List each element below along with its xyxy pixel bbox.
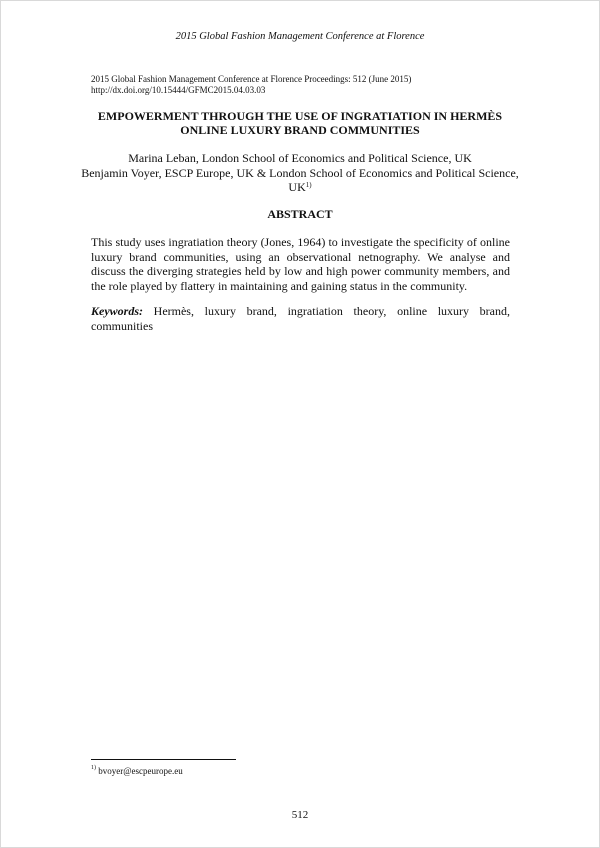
title-line-2: ONLINE LUXURY BRAND COMMUNITIES xyxy=(180,123,420,137)
author-1: Marina Leban, London School of Economics and Political Science, UK xyxy=(128,151,472,165)
author-2 xyxy=(80,166,520,195)
abstract-heading: ABSTRACT xyxy=(267,207,333,221)
keywords xyxy=(91,304,510,333)
abstract-text: This study uses ingratiation theory (Jones, 1964) to investigate the specificity of online luxury brand communities, using an observational netnography. We analyse and discuss the diverging strategies held by low and high power community members, and the role played by flattery in maintaining and gaining status in the community. xyxy=(91,235,510,293)
footnote-email[interactable]: bvoyer@escpeurope.eu xyxy=(98,766,183,776)
proceedings-info xyxy=(91,74,411,96)
page-number: 512 xyxy=(291,809,309,821)
running-header: 2015 Global Fashion Management Conference at Florence xyxy=(175,31,425,42)
keywords-text: Hermès, luxury brand, ingratiation theory, online luxury brand, communities xyxy=(91,304,511,333)
keywords-label: Keywords: xyxy=(91,304,143,318)
paper-title xyxy=(80,109,520,137)
footnote-marker: 1) xyxy=(305,181,312,189)
footnote-divider xyxy=(91,759,236,760)
doi-link[interactable]: http://dx.doi.org/10.15444/GFMC2015.04.03.03 xyxy=(91,85,266,95)
proceedings-citation: 2015 Global Fashion Management Conference at Florence Proceedings: 512 (June 2015) xyxy=(91,74,412,84)
footnote xyxy=(91,766,183,776)
author-2-affiliation: Benjamin Voyer, ESCP Europe, UK & London School of Economics and Political Science, UK xyxy=(81,165,519,194)
title-line-1: EMPOWERMENT THROUGH THE USE OF INGRATIATION IN HERMÈS xyxy=(97,109,503,123)
author-list xyxy=(80,151,520,195)
footnote-number: 1) xyxy=(91,765,96,771)
